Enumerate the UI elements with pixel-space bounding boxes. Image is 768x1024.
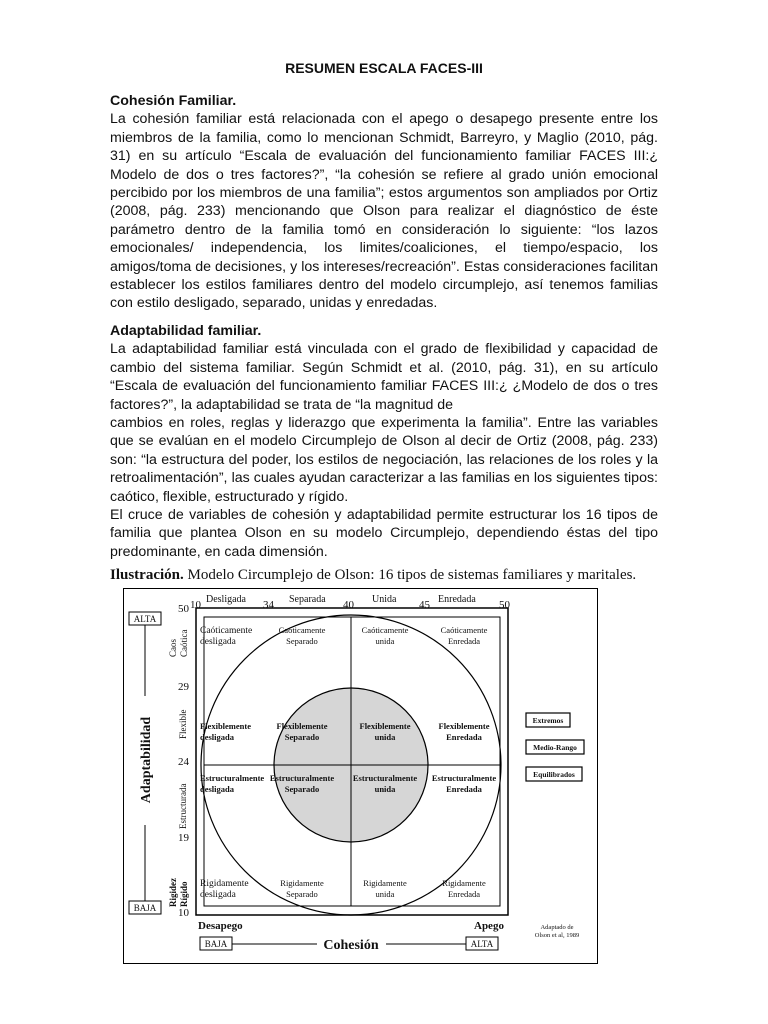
adaptability-paragraph-1: La adaptabilidad familiar está vinculada con el grado de flexibilidad y capacidad de cambio del sistema familiar. Según Schmidt et al. (2010, pág. 31), en su artículo “Escala de evaluación del funcionamiento familiar FACES III:¿ ¿Modelo de dos o tres factores?”, la adaptabilidad se trata de “la magnitud de xyxy=(110,341,658,413)
illustration-caption xyxy=(110,567,636,584)
row-label-flexible: Flexible xyxy=(178,709,188,739)
row-label-caotica: CaosCaótica xyxy=(168,629,189,657)
cell-2-2: Estructuralmente unida xyxy=(352,773,418,794)
circumplex-model-figure xyxy=(123,588,598,964)
adapt-score-10: 10 xyxy=(178,907,189,919)
adaptability-axis xyxy=(129,603,190,919)
cell-0-1: Caóticamente Separado xyxy=(278,625,326,646)
cohesion-score-50: 50 xyxy=(499,599,510,611)
adapt-score-24: 24 xyxy=(178,756,189,768)
cell-1-3: Flexiblemente Enredada xyxy=(438,721,490,742)
cohesion-score-10: 10 xyxy=(190,599,201,611)
cohesion-col-separada: Separada xyxy=(289,594,326,605)
cell-3-3: Rigidamente Enredada xyxy=(442,878,486,899)
document-title: RESUMEN ESCALA FACES-III xyxy=(285,60,483,76)
baja-label-bottom: BAJA xyxy=(204,939,228,949)
alta-label-top: ALTA xyxy=(133,614,157,624)
cell-1-2: Flexiblemente unida xyxy=(359,721,411,742)
cell-3-2: Rigidamente unida xyxy=(363,878,407,899)
adaptability-axis-title: Adaptabilidad xyxy=(139,716,154,804)
adaptability-paragraph-2: cambios en roles, reglas y liderazgo que experimenta la familia”. Entre las variables que se evalúan en el modelo Circumplejo de Olson al decir de Ortiz (2008, pág. 233) son: “la estructura del poder, los estilos de negociación, las relaciones de los roles y la retroalimentación”, las cuales ayudan caracterizar a las familias en los siguientes tipos: caótico, flexible, estructurado y rígido. xyxy=(110,415,658,505)
illustration-caption-label: Ilustración. xyxy=(110,567,184,583)
illustration-caption-text: Modelo Circumplejo de Olson: 16 tipos de sistemas familiares y maritales. xyxy=(187,567,637,583)
cohesion-heading: Cohesión Familiar. xyxy=(110,93,237,109)
source-note: Adaptado de Olson et al, 1989 xyxy=(534,924,580,939)
adapt-score-29: 29 xyxy=(178,681,189,693)
baja-label-left: BAJA xyxy=(133,903,157,913)
cell-2-0: Estructuralmente desligada xyxy=(200,773,265,794)
adapt-score-19: 19 xyxy=(178,832,189,844)
cohesion-col-unida: Unida xyxy=(372,594,397,605)
cohesion-score-34: 34 xyxy=(263,599,274,611)
adaptability-paragraph-3: El cruce de variables de cohesión y adaptabilidad permite estructurar los 16 tipos de familia que plantea Olson en su modelo Circumplejo, dependiendo éstas del tipo predominante, en cada dimensión. xyxy=(110,507,658,560)
legend-extremos: Extremos xyxy=(532,716,564,725)
cohesion-score-45: 45 xyxy=(419,599,430,611)
cohesion-section xyxy=(110,92,658,313)
cohesion-col-desligada: Desligada xyxy=(206,594,246,605)
row-label-estructurada: Estructurada xyxy=(178,783,188,829)
adapt-score-50: 50 xyxy=(178,603,189,615)
cohesion-score-40: 40 xyxy=(343,599,354,611)
cell-0-0: Caóticamente desligada xyxy=(200,626,253,647)
desapego-label: Desapego xyxy=(198,920,243,932)
apego-label: Apego xyxy=(474,920,504,932)
cell-3-1: Rigidamente Separado xyxy=(280,878,324,899)
alta-label-bottom: ALTA xyxy=(470,939,494,949)
cohesion-axis xyxy=(198,920,504,953)
legend xyxy=(526,713,584,781)
cell-0-3: Caóticamente Enredada xyxy=(440,625,488,646)
cell-0-2: Caóticamente unida xyxy=(361,625,409,646)
adaptability-section xyxy=(110,322,658,561)
circumplex-diagram xyxy=(124,589,599,965)
legend-equilibrados: Equilibrados xyxy=(533,770,575,779)
cell-1-1: Flexiblemente Separado xyxy=(276,721,328,742)
cell-3-0: Rigidamente desligada xyxy=(200,879,249,900)
legend-medio-rango: Medio-Rango xyxy=(533,743,577,752)
cohesion-axis-title: Cohesión xyxy=(323,938,379,953)
cell-1-0: Flexiblemente desligada xyxy=(200,721,251,742)
cohesion-paragraph: La cohesión familiar está relacionada con el apego o desapego presente entre los miembros de la familia, como lo mencionan Schmidt, Barreyro, y Maglio (2010, pág. 31) en su artículo “Escala de evaluación del funcionamiento familiar FACES III:¿ Modelo de dos o tres factores?”, “la cohesión se refiere al grado unión emocional percibido por los miembros de una familia”; estos argumentos son ampliados por Ortiz (2008, pág. 233) mencionando que Olson para realizar el diagnóstico de éste parámetro dentro de la familia tomó en consideración lo siguiente: “los lazos emocionales/ independencia, los limites/coaliciones, el tiempo/espacio, los amigos/toma de decisiones, y los intereses/recreación”. Estas consideraciones facilitan establecer los estilos familiares dentro del modelo circumplejo, así tenemos familias con estilo desligado, separado, unidas y enredadas. xyxy=(110,111,658,312)
cohesion-col-enredada: Enredada xyxy=(438,594,476,605)
row-label-rigido: RigidezRígido xyxy=(168,878,189,907)
cell-2-3: Estructuralmente Enredada xyxy=(431,773,497,794)
cell-2-1: Estructuralmente Separado xyxy=(269,773,335,794)
adaptability-heading: Adaptabilidad familiar. xyxy=(110,323,262,339)
